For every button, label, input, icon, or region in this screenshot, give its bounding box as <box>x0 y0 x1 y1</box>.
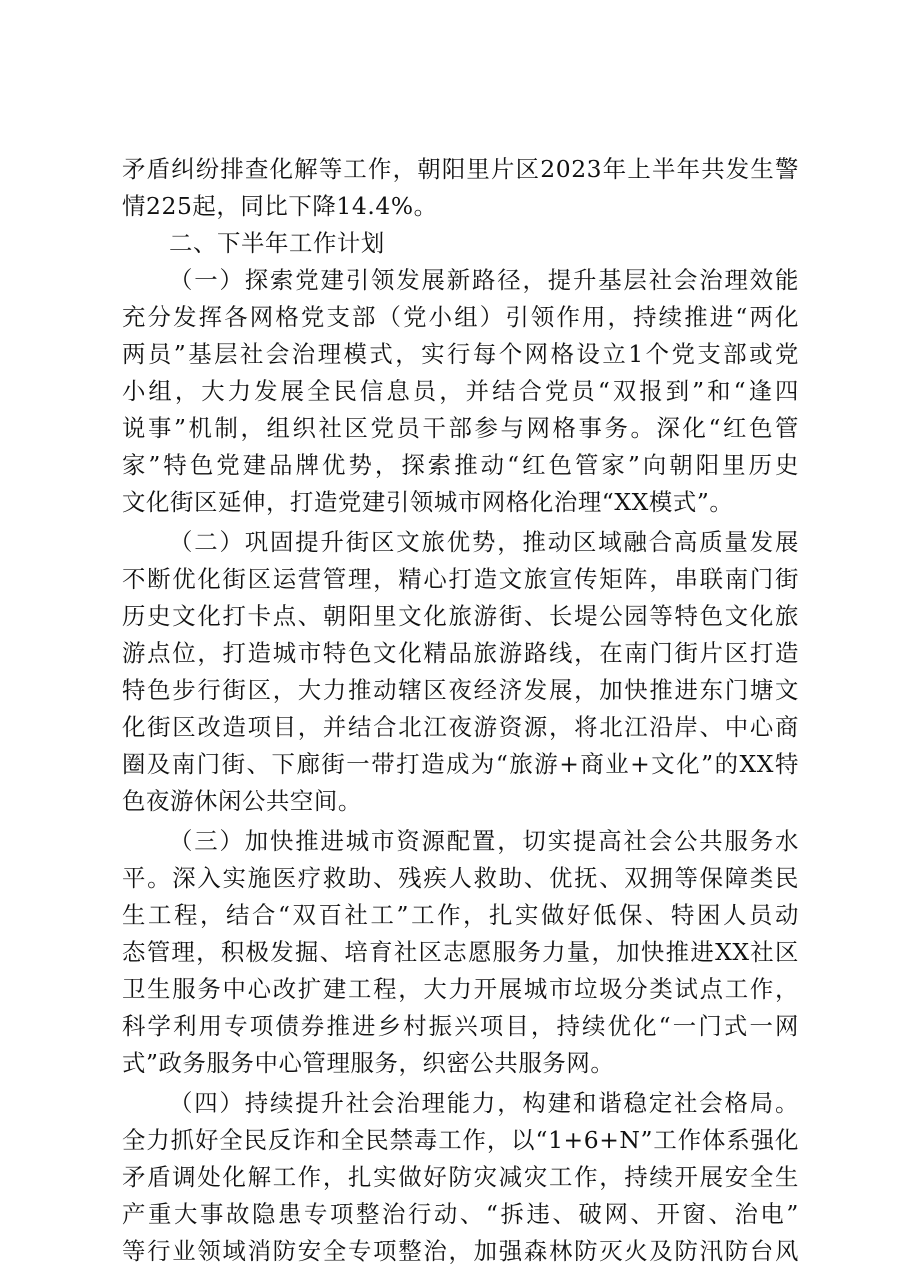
body-line: 文化街区延伸，打造党建引领城市网格化治理“XX模式”。 <box>122 488 734 516</box>
body-line: 历史文化打卡点、朝阳里文化旅游街、长堤公园等特色文化旅 <box>122 602 799 630</box>
document-body <box>122 151 799 1270</box>
body-line: 化街区改造项目，并结合北江夜游资源，将北江沿岸、中心商 <box>122 713 799 741</box>
section-heading: 二、下半年工作计划 <box>169 229 385 257</box>
body-line: 说事”机制，组织社区党员干部参与网格事务。深化“红色管 <box>122 414 799 442</box>
body-line: 家”特色党建品牌优势，探索推动“红色管家”向朝阳里历史 <box>122 451 799 479</box>
body-line: 等行业领域消防安全专项整治，加强森林防灭火及防汛防台风 <box>122 1237 799 1265</box>
body-line: 平。深入实施医疗救助、残疾人救助、优抚、双拥等保障类民 <box>122 864 799 892</box>
body-line: 小组，大力发展全民信息员，并结合党员“双报到”和“逢四 <box>122 377 799 405</box>
body-line: 产重大事故隐患专项整治行动、“拆违、破网、开窗、治电” <box>122 1200 799 1228</box>
body-line: 两员”基层社会治理模式，实行每个网格设立1个党支部或党 <box>122 340 799 368</box>
body-line: 充分发挥各网格党支部（党小组）引领作用，持续推进“两化 <box>122 303 799 331</box>
subsection-heading: （四）持续提升社会治理能力，构建和谐稳定社会格局。 <box>169 1089 799 1117</box>
body-line: 全力抓好全民反诈和全民禁毒工作，以“1+6+N”工作体系强化 <box>122 1126 799 1154</box>
body-line: 矛盾纠纷排查化解等工作，朝阳里片区2023年上半年共发生警 <box>122 155 799 183</box>
body-line: 科学利用专项债券推进乡村振兴项目，持续优化“一门式一网 <box>122 1012 799 1040</box>
subsection-heading: （一）探索党建引领发展新路径，提升基层社会治理效能 <box>169 266 799 294</box>
body-line: 不断优化街区运营管理，精心打造文旅宣传矩阵，串联南门街 <box>122 565 799 593</box>
body-line: 卫生服务中心改扩建工程，大力开展城市垃圾分类试点工作， <box>122 975 799 1003</box>
body-line: 特色步行街区，大力推动辖区夜经济发展，加快推进东门塘文 <box>122 676 799 704</box>
body-line: 式”政务服务中心管理服务，织密公共服务网。 <box>122 1049 615 1077</box>
body-line: 游点位，打造城市特色文化精品旅游路线，在南门街片区打造 <box>122 639 799 667</box>
body-line: 色夜游休闲公共空间。 <box>122 787 362 815</box>
body-line: 情225起，同比下降14.4%。 <box>122 192 438 220</box>
body-line: 矛盾调处化解工作，扎实做好防灾减灾工作，持续开展安全生 <box>122 1163 799 1191</box>
subsection-heading: （二）巩固提升街区文旅优势，推动区域融合高质量发展 <box>169 528 799 556</box>
body-line: 生工程，结合“双百社工”工作，扎实做好低保、特困人员动 <box>122 901 799 929</box>
body-line: 态管理，积极发掘、培育社区志愿服务力量，加快推进XX社区 <box>122 938 799 966</box>
body-line: 圈及南门街、下廊街一带打造成为“旅游+商业+文化”的XX特 <box>122 750 799 778</box>
subsection-heading: （三）加快推进城市资源配置，切实提高社会公共服务水 <box>169 827 799 855</box>
